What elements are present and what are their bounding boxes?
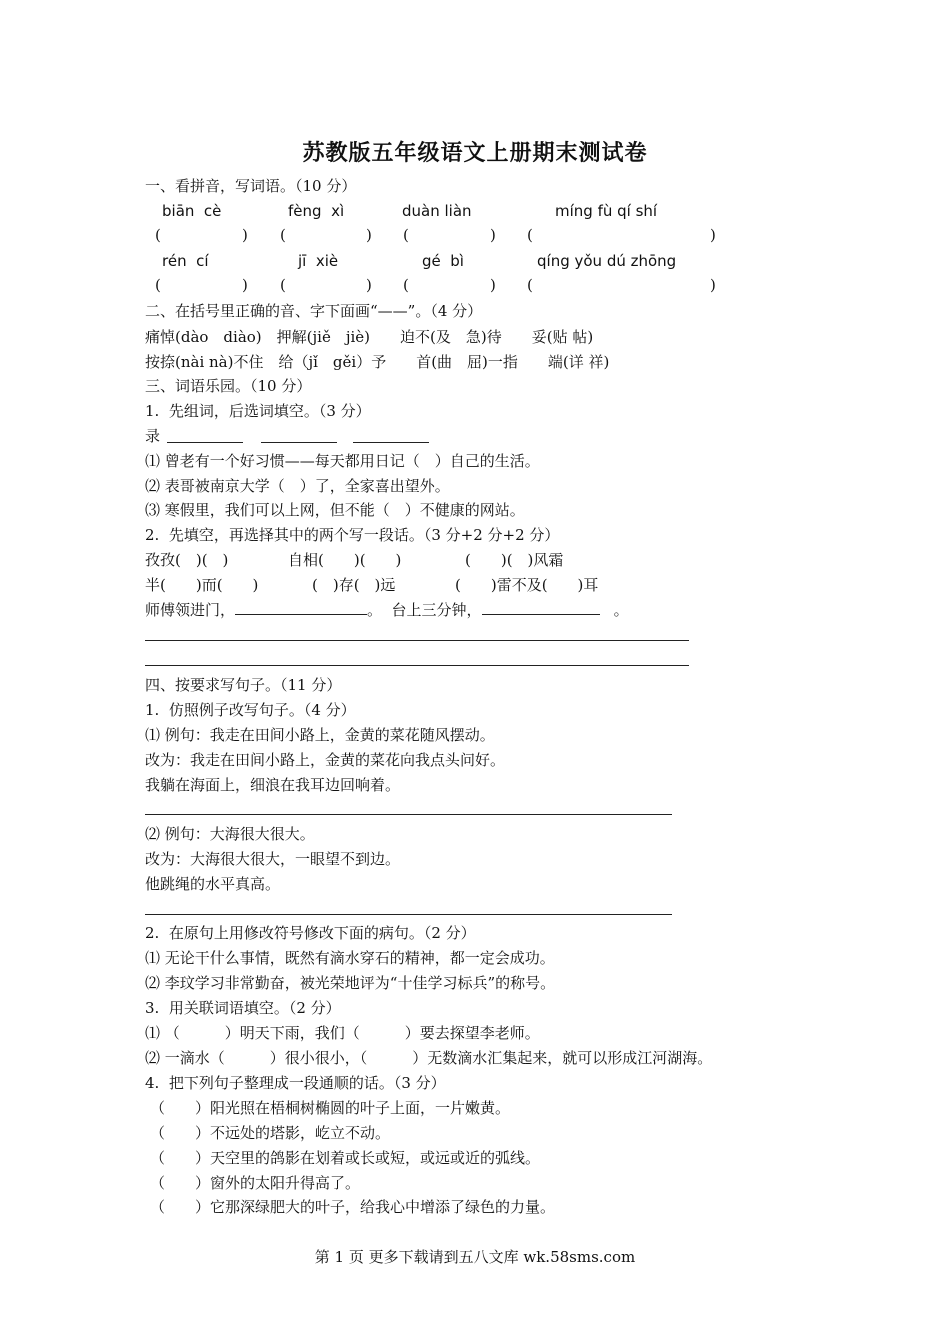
- idiom-1: 孜孜( )( ): [145, 551, 229, 569]
- answer-box-5-close: ): [242, 276, 248, 294]
- sec3-sentence-2: ⑵ 表哥被南京大学（ ）了，全家喜出望外。: [145, 477, 450, 495]
- order-item-1: （ ）阳光照在梧桐树椭圆的叶子上面，一片嫩黄。: [150, 1099, 511, 1117]
- write-line: [145, 600, 629, 620]
- idiom-5: ( )存( )远: [312, 576, 396, 594]
- sec2-line-1: 痛悼(dào diào) 押解(jiě jiè) 迫不(及 急)待 妥(贴 帖): [145, 328, 594, 346]
- changed-2: 改为：大海很大很大，一眼望不到边。: [145, 850, 401, 868]
- sec3-q1: 1. 先组词，后选词填空。（3 分）: [145, 402, 371, 420]
- example-2: ⑵ 例句：大海很大很大。: [145, 825, 315, 843]
- changed-1: 改为：我走在田间小路上，金黄的菜花向我点头问好。: [145, 751, 506, 769]
- answer-box-6-close: ): [366, 276, 372, 294]
- idiom-3: ( )( )风霜: [465, 551, 564, 569]
- sec4-q3: 3. 用关联词语填空。（2 分）: [145, 999, 341, 1017]
- sec2-line-2: 按捺(nài nà)不住 给（jǐ gěi）予 首(曲 屈)一指 端(详 祥): [145, 353, 610, 371]
- pinyin-3: duàn liàn: [402, 202, 472, 220]
- sec3-q2: 2. 先填空，再选择其中的两个写一段话。（3 分+2 分+2 分）: [145, 526, 560, 544]
- answer-box-7-close: ): [490, 276, 496, 294]
- blank-line: [261, 442, 337, 443]
- answer-box-1-close: ): [242, 226, 248, 244]
- section-2-heading: 二、在括号里正确的音、字下面画“——”。（4 分）: [145, 302, 483, 320]
- sec4-q2-s2: ⑵ 李玟学习非常勤奋，被光荣地评为“十佳学习标兵”的称号。: [145, 974, 556, 992]
- answer-box-4-open: (: [527, 226, 533, 244]
- pinyin-8: qíng yǒu dú zhōng: [537, 252, 677, 270]
- idiom-4: 半( )而( ): [145, 576, 259, 594]
- page-title: 苏教版五年级语文上册期末测试卷: [302, 141, 648, 166]
- answer-box-3-open: (: [403, 226, 409, 244]
- order-item-4: （ ）窗外的太阳升得高了。: [150, 1174, 361, 1192]
- answer-box-7-open: (: [403, 276, 409, 294]
- idiom-2: 自相( )( ): [288, 551, 402, 569]
- answer-box-5-open: (: [155, 276, 161, 294]
- section-4-heading: 四、按要求写句子。（11 分）: [145, 676, 342, 694]
- pinyin-1: biān cè: [162, 202, 222, 220]
- write-end: 。: [613, 601, 629, 619]
- blank-line: [353, 442, 429, 443]
- blank-line: [235, 600, 367, 615]
- answer-box-8-open: (: [527, 276, 533, 294]
- task-2: 他跳绳的水平真高。: [145, 875, 281, 893]
- answer-box-2-open: (: [280, 226, 286, 244]
- write-prompt-b: 。 台上三分钟，: [367, 601, 482, 619]
- pinyin-6: jī xiè: [298, 252, 339, 270]
- answer-box-1-open: (: [155, 226, 161, 244]
- answer-box-2-close: ): [366, 226, 372, 244]
- pinyin-2: fèng xì: [288, 202, 345, 220]
- answer-box-8-close: ): [710, 276, 716, 294]
- order-item-2: （ ）不远处的塔影，屹立不动。: [150, 1124, 391, 1142]
- write-prompt-a: 师傅领进门，: [145, 601, 236, 619]
- lu-char: 录: [145, 427, 161, 445]
- sec3-sentence-3: ⑶ 寒假里，我们可以上网，但不能（ ）不健康的网站。: [145, 501, 525, 519]
- section-3-heading: 三、词语乐园。（10 分）: [145, 377, 312, 395]
- order-item-3: （ ）天空里的鸽影在划着或长或短，或远或近的弧线。: [150, 1149, 541, 1167]
- answer-line: [145, 814, 672, 815]
- answer-box-3-close: ): [490, 226, 496, 244]
- writing-line: [145, 665, 689, 666]
- sec4-q2-s1: ⑴ 无论干什么事情，既然有滴水穿石的精神，都一定会成功。: [145, 949, 555, 967]
- sec4-q3-s2: ⑵ 一滴水（ ）很小很小，（ ）无数滴水汇集起来，就可以形成江河湖海。: [145, 1049, 713, 1067]
- writing-line: [145, 640, 689, 641]
- sec4-q1: 1. 仿照例子改写句子。（4 分）: [145, 701, 356, 719]
- pinyin-5: rén cí: [162, 252, 209, 270]
- pinyin-7: gé bì: [422, 252, 464, 270]
- idiom-6: ( )雷不及( )耳: [455, 576, 599, 594]
- sec4-q3-s1: ⑴ （ ）明天下雨，我们（ ）要去探望李老师。: [145, 1024, 540, 1042]
- sec4-q4: 4. 把下列句子整理成一段通顺的话。（3 分）: [145, 1074, 446, 1092]
- sec3-sentence-1: ⑴ 曾老有一个好习惯——每天都用日记（ ）自己的生活。: [145, 452, 540, 470]
- answer-box-6-open: (: [280, 276, 286, 294]
- blank-line: [167, 442, 243, 443]
- example-1: ⑴ 例句：我走在田间小路上，金黄的菜花随风摆动。: [145, 726, 495, 744]
- answer-box-4-close: ): [710, 226, 716, 244]
- blank-line: [482, 600, 600, 615]
- pinyin-4: míng fù qí shí: [555, 202, 658, 220]
- page-footer: 第 1 页 更多下载请到五八文库 wk.58sms.com: [314, 1248, 636, 1266]
- answer-line: [145, 914, 672, 915]
- section-1-heading: 一、看拼音，写词语。（10 分）: [145, 177, 357, 195]
- order-item-5: （ ）它那深绿肥大的叶子，给我心中增添了绿色的力量。: [150, 1198, 556, 1216]
- sec4-q2: 2. 在原句上用修改符号修改下面的病句。（2 分）: [145, 924, 476, 942]
- task-1: 我躺在海面上，细浪在我耳边回响着。: [145, 776, 401, 794]
